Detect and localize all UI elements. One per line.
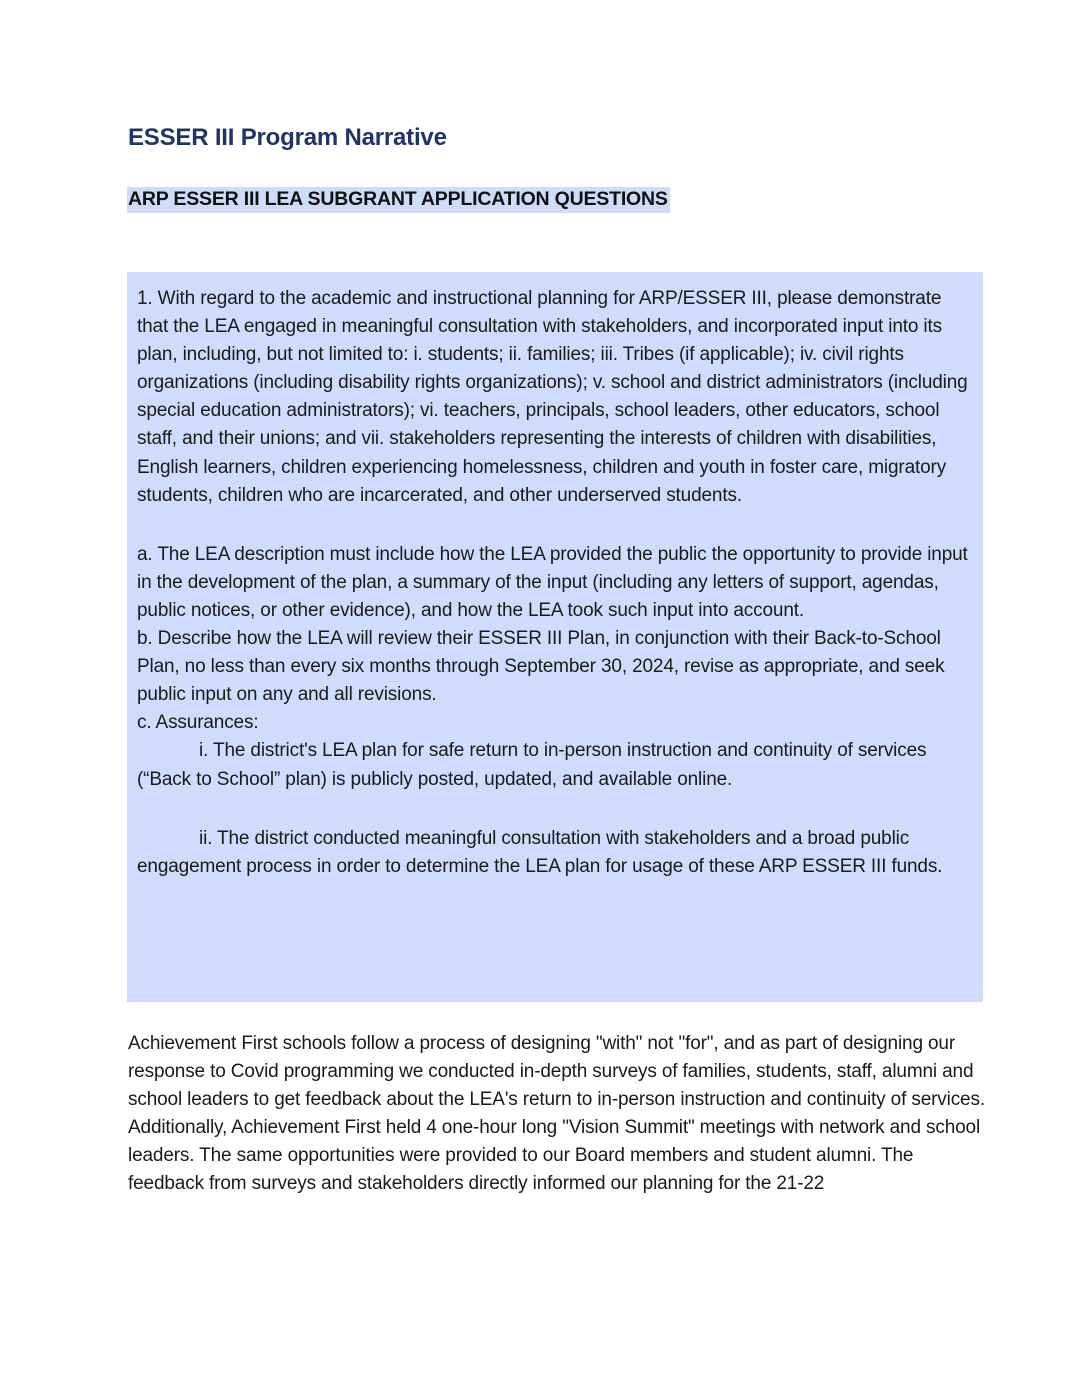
question-item-a: a. The LEA description must include how the LEA provided the public the opportunity to provide input in the development of the plan, a summary of the input (including any letters of support, agendas, public notices, or other evidence), and how the LEA took such input into account.: [137, 543, 968, 621]
question-box: [127, 272, 983, 1002]
spacer: [137, 794, 973, 825]
section-heading: ARP ESSER III LEA SUBGRANT APPLICATION QUESTIONS: [127, 187, 670, 213]
answer-paragraph: Achievement First schools follow a process of designing "with" not "for", and as part of designing our response to Covid programming we conducted in-depth surveys of families, students, staff, alumni and school leaders to get feedback about the LEA's return to in-person instruction and continuity of services. Additionally, Achievement First held 4 one-hour long "Vision Summit" meetings with network and school leaders. The same opportunities were provided to our Board members and student alumni. The feedback from surveys and stakeholders directly informed our planning for the 21-22: [128, 1033, 985, 1195]
question-prompt: 1. With regard to the academic and instructional planning for ARP/ESSER III, please demonstrate that the LEA engaged in meaningful consultation with stakeholders, and incorporated input into its plan, including, but not limited to: i. students; ii. families; iii. Tribes (if applicable); iv. civil rights organizations (including disability rights organizations); v. school and district administrators (including special education administrators); vi. teachers, principals, school leaders, other educators, school staff, and their unions; and vii. stakeholders representing the interests of children with disabilities, English learners, children experiencing homelessness, children and youth in foster care, migratory students, children who are incarcerated, and other underserved students.: [137, 288, 968, 506]
question-item-b: b. Describe how the LEA will review their ESSER III Plan, in conjunction with their Back-to-School Plan, no less than every six months through September 30, 2024, revise as appropriate, and seek public input on any and all revisions.: [137, 628, 945, 706]
assurance-i-text: i. The district's LEA plan for safe return to in-person instruction and continuity of services (“Back to School” plan) is publicly posted, updated, and available online.: [137, 740, 927, 790]
assurance-i: [137, 737, 973, 793]
question-item-c-label: c. Assurances:: [137, 712, 259, 734]
assurance-ii-text: ii. The district conducted meaningful consultation with stakeholders and a broad public engagement process in order to determine the LEA plan for usage of these ARP ESSER III funds.: [137, 827, 943, 877]
assurance-ii: [137, 825, 973, 881]
page-title: ESSER III Program Narrative: [128, 124, 447, 151]
spacer: [137, 510, 973, 541]
